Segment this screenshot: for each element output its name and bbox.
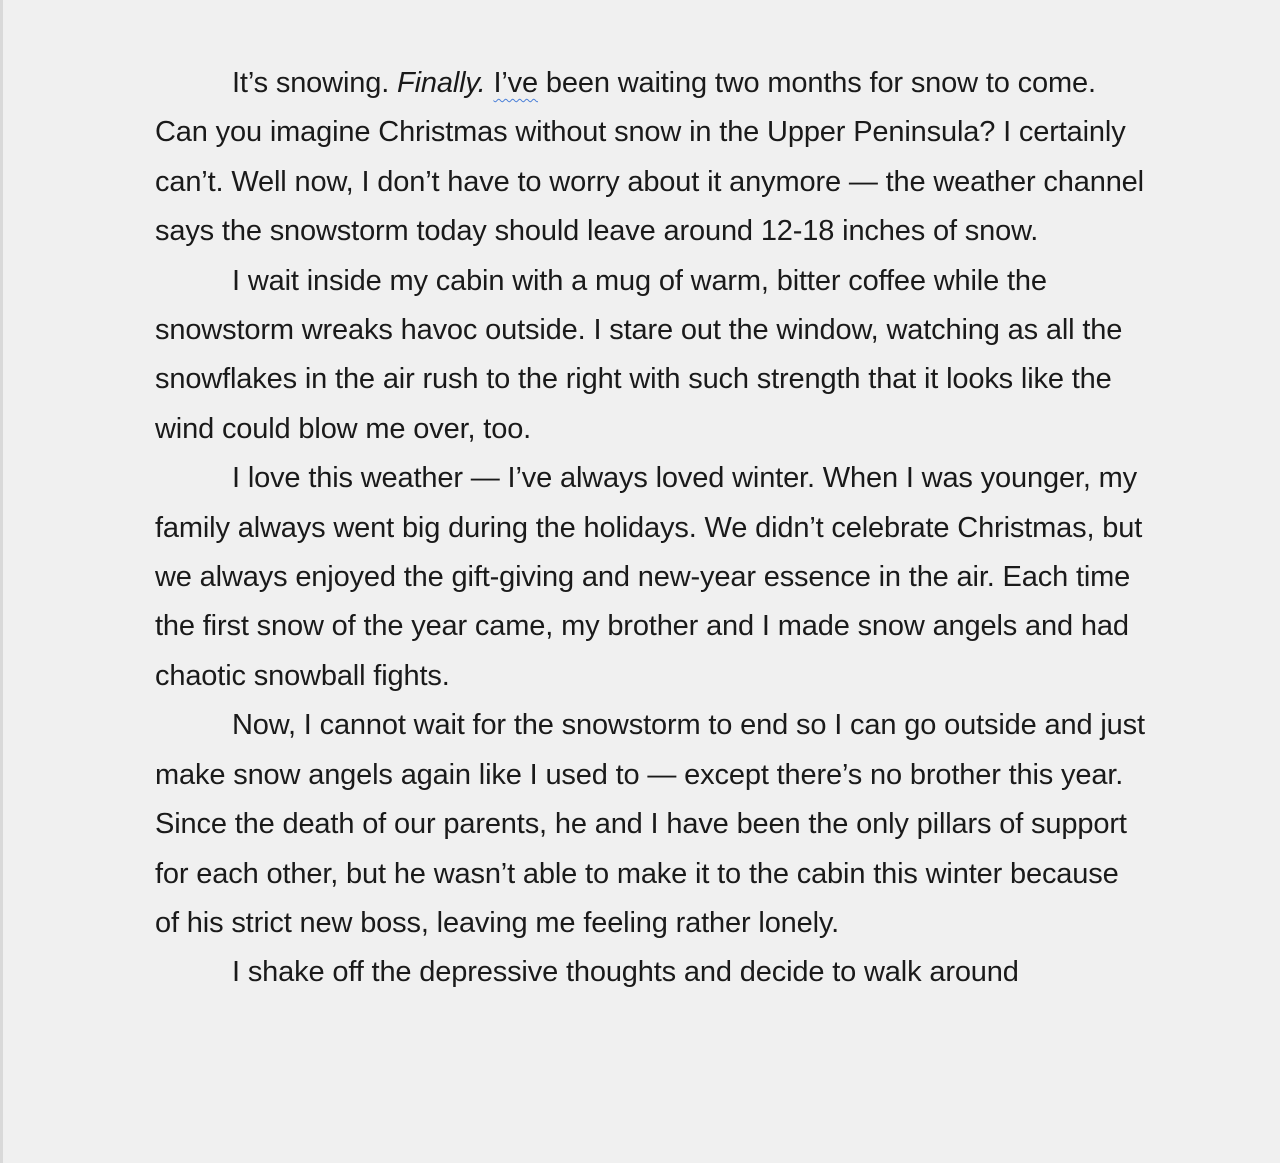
text-run: Finally. xyxy=(397,67,486,99)
text-run: I shake off the depressive thoughts and decide to walk around xyxy=(232,956,1019,989)
text-run: It’s snowing. xyxy=(232,67,398,99)
paragraph-p4 xyxy=(155,701,1145,948)
paragraph-p1 xyxy=(155,59,1145,257)
paragraph-p3 xyxy=(155,454,1145,701)
text-run: I love this weather — I’ve always loved winter. When I was younger, my family always went big during the holidays. We didn’t celebrate Christmas, but we always enjoyed the gift-giving and new-year essence in the air. Each time the first snow of the year came, my brother and I made snow angels and had chaotic snowball fights. xyxy=(155,462,1143,692)
text-run: I’ve xyxy=(493,67,538,99)
document-body[interactable] xyxy=(155,59,1145,998)
document-page xyxy=(3,0,1280,1163)
paragraph-p5 xyxy=(155,948,1145,997)
text-run: Now, I cannot wait for the snowstorm to end so I can go outside and just make snow angels again like I used to — except there’s no brother this year. Since the death of our parents, he and I have been the only pillars of support for each other, but he wasn’t able to make it to the cabin this winter because of his strict new boss, leaving me feeling rather lonely. xyxy=(155,709,1145,939)
text-run: I wait inside my cabin with a mug of warm, bitter coffee while the snowstorm wreaks havoc outside. I stare out the window, watching as all the snowflakes in the air rush to the right with such strength that it looks like the wind could blow me over, too. xyxy=(155,264,1123,445)
paragraph-p2 xyxy=(155,257,1145,455)
text-run: been waiting two months for snow to come. Can you imagine Christmas without snow in the Upper Peninsula? I certainly can’t. Well now, I don’t have to worry about it anymore — the weather channel says the snowstorm today should leave around 12-18 inches of snow. xyxy=(155,67,1144,248)
